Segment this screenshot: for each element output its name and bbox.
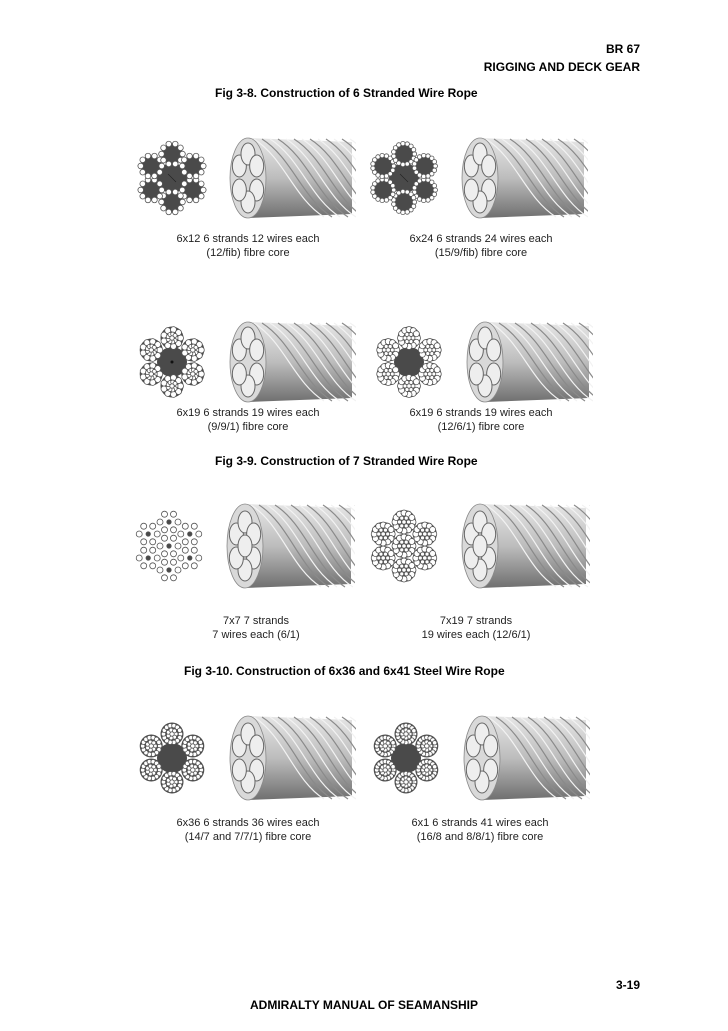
caption-6x41: 6x1 6 strands 41 wires each (16/8 and 8/8/1) fibre core: [411, 817, 549, 843]
rope-diagram-6x24: [368, 132, 588, 224]
fig-3-8-title: Fig 3-8. Construction of 6 Stranded Wire Rope: [215, 86, 478, 100]
fig-3-10-title: Fig 3-10. Construction of 6x36 and 6x41 Steel Wire Rope: [184, 664, 505, 678]
rope-diagram-6x12: [136, 132, 356, 224]
caption-7x19: 7x19 7 strands 19 wires each (12/6/1): [421, 615, 531, 641]
rope-diagram-7x7: [133, 498, 355, 594]
caption-6x36: 6x36 6 strands 36 wires each (14/7 and 7/7/1) fibre core: [176, 817, 320, 843]
rope-diagram-6x36: [136, 710, 356, 806]
caption-6x19-standard: 6x19 6 strands 19 wires each (12/6/1) fibre core: [409, 407, 553, 433]
caption-6x19-seale: 6x19 6 strands 19 wires each (9/9/1) fibre core: [176, 407, 320, 433]
rope-diagram-7x19: [368, 498, 590, 594]
section-title: RIGGING AND DECK GEAR: [483, 60, 640, 74]
rope-diagram-6x41: [370, 710, 590, 806]
footer-title: ADMIRALTY MANUAL OF SEAMANSHIP: [250, 998, 478, 1012]
document-code: BR 67: [605, 42, 640, 56]
caption-6x24: 6x24 6 strands 24 wires each (15/9/fib) fibre core: [409, 233, 553, 259]
caption-6x12: 6x12 6 strands 12 wires each (12/fib) fibre core: [176, 233, 320, 259]
fig-3-9-title: Fig 3-9. Construction of 7 Stranded Wire Rope: [215, 454, 478, 468]
caption-7x7: 7x7 7 strands 7 wires each (6/1): [212, 615, 300, 641]
rope-diagram-6x19-standard: [373, 316, 593, 408]
rope-diagram-6x19-seale: [136, 316, 356, 408]
page-number: 3-19: [615, 978, 640, 992]
